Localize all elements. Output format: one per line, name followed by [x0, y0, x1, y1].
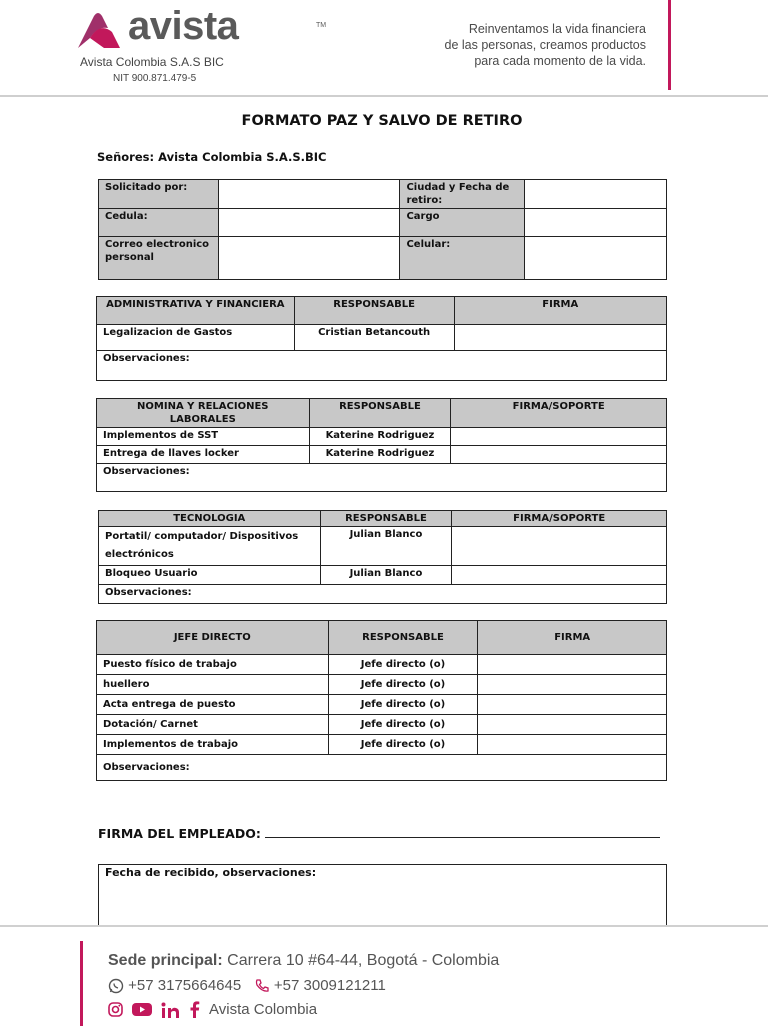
admin-table — [96, 296, 667, 381]
slogan — [445, 21, 647, 69]
admin-observaciones[interactable]: Observaciones: — [97, 351, 667, 381]
field-celular[interactable] — [525, 237, 667, 280]
tecnologia-table — [98, 510, 667, 604]
admin-header-firma: FIRMA — [454, 297, 667, 325]
nomina-item: Implementos de SST — [97, 428, 310, 446]
tecnologia-header-firma: FIRMA/SOPORTE — [452, 511, 667, 527]
nomina-firma-cell[interactable] — [451, 446, 667, 464]
jefe-item: Implementos de trabajo — [97, 735, 329, 755]
jefe-responsable: Jefe directo (o) — [328, 655, 478, 675]
label-ciudad-fecha: Ciudad y Fecha de retiro: — [400, 180, 525, 209]
accent-bar — [668, 0, 671, 90]
trademark: TM — [316, 22, 327, 29]
field-ciudad-fecha[interactable] — [525, 180, 667, 209]
label-correo: Correo electronico personal — [99, 237, 219, 280]
nomina-header-area: NOMINA Y RELACIONES LABORALES — [97, 399, 310, 428]
nit: NIT 900.871.479-5 — [113, 73, 197, 84]
slogan-line: Reinventamos la vida financiera — [468, 22, 646, 36]
accent-bar — [80, 941, 83, 1026]
received-label: Fecha de recibido, observaciones: — [105, 866, 317, 879]
tecnologia-responsable: Julian Blanco — [320, 527, 452, 566]
field-cedula[interactable] — [218, 209, 400, 237]
slogan-line: para cada momento de la vida. — [474, 54, 646, 68]
field-cargo[interactable] — [525, 209, 667, 237]
admin-header-area: ADMINISTRATIVA Y FINANCIERA — [97, 297, 295, 325]
slogan-line: de las personas, creamos productos — [444, 38, 646, 52]
nomina-header-firma: FIRMA/SOPORTE — [451, 399, 667, 428]
tecnologia-responsable: Julian Blanco — [320, 566, 452, 585]
label-cargo: Cargo — [400, 209, 525, 237]
info-table — [98, 179, 667, 280]
facebook-icon[interactable] — [190, 1001, 200, 1018]
letterhead — [0, 0, 768, 97]
field-solicitado[interactable] — [218, 180, 400, 209]
jefe-firma-cell[interactable] — [478, 715, 667, 735]
jefe-observaciones[interactable]: Observaciones: — [97, 755, 667, 781]
tecnologia-header-responsable: RESPONSABLE — [320, 511, 452, 527]
phone-2: +57 3009121211 — [273, 977, 386, 994]
tecnologia-firma-cell[interactable] — [452, 566, 667, 585]
admin-responsable: Cristian Betancouth — [294, 325, 454, 351]
jefe-responsable: Jefe directo (o) — [328, 695, 478, 715]
sede-address: Carrera 10 #64-44, Bogotá - Colombia — [227, 952, 500, 969]
label-celular: Celular: — [400, 237, 525, 280]
avista-logo — [78, 4, 327, 48]
footer — [0, 925, 768, 1026]
jefe-header-firma: FIRMA — [478, 621, 667, 655]
addressee: Señores: Avista Colombia S.A.S.BIC — [97, 150, 327, 164]
nomina-responsable: Katerine Rodriguez — [309, 446, 451, 464]
nomina-table — [96, 398, 667, 492]
jefe-item: Acta entrega de puesto — [97, 695, 329, 715]
jefe-header-area: JEFE DIRECTO — [97, 621, 329, 655]
social-line — [108, 1001, 317, 1018]
signature-line[interactable] — [265, 826, 660, 838]
nomina-responsable: Katerine Rodriguez — [309, 428, 451, 446]
linkedin-icon[interactable] — [161, 1002, 181, 1018]
whatsapp-icon — [108, 978, 124, 994]
nomina-observaciones[interactable]: Observaciones: — [97, 464, 667, 492]
nomina-header-responsable: RESPONSABLE — [309, 399, 451, 428]
received-box[interactable] — [98, 864, 667, 926]
signature-label: FIRMA DEL EMPLEADO: — [98, 826, 261, 841]
instagram-icon[interactable] — [108, 1002, 123, 1017]
sede-label: Sede principal: — [108, 952, 223, 969]
tecnologia-observaciones[interactable]: Observaciones: — [99, 585, 667, 604]
sede-line — [108, 952, 499, 970]
jefe-responsable: Jefe directo (o) — [328, 675, 478, 695]
company-name: Avista Colombia S.A.S BIC — [80, 55, 224, 69]
tecnologia-item: Bloqueo Usuario — [99, 566, 321, 585]
jefe-firma-cell[interactable] — [478, 695, 667, 715]
jefe-header-responsable: RESPONSABLE — [328, 621, 478, 655]
avista-logo-icon — [78, 12, 124, 50]
tecnologia-item: Portatil/ computador/ Dispositivos electrónicos — [99, 527, 321, 566]
admin-item: Legalizacion de Gastos — [97, 325, 295, 351]
phone-icon — [254, 978, 270, 994]
social-name: Avista Colombia — [209, 1001, 318, 1018]
admin-header-responsable: RESPONSABLE — [294, 297, 454, 325]
jefe-item: huellero — [97, 675, 329, 695]
jefe-item: Dotación/ Carnet — [97, 715, 329, 735]
label-cedula: Cedula: — [99, 209, 219, 237]
phones-line — [108, 977, 386, 994]
jefe-item: Puesto físico de trabajo — [97, 655, 329, 675]
nomina-firma-cell[interactable] — [451, 428, 667, 446]
employee-signature — [98, 826, 660, 841]
brand-name: avista — [128, 4, 239, 48]
tecnologia-firma-cell[interactable] — [452, 527, 667, 566]
phone-1: +57 3175664645 — [128, 977, 242, 994]
jefe-firma-cell[interactable] — [478, 675, 667, 695]
tecnologia-header-area: TECNOLOGIA — [99, 511, 321, 527]
jefe-firma-cell[interactable] — [478, 655, 667, 675]
field-correo[interactable] — [218, 237, 400, 280]
youtube-icon[interactable] — [132, 1002, 152, 1017]
jefe-responsable: Jefe directo (o) — [328, 735, 478, 755]
jefe-table — [96, 620, 667, 781]
label-solicitado: Solicitado por: — [99, 180, 219, 209]
jefe-firma-cell[interactable] — [478, 735, 667, 755]
jefe-responsable: Jefe directo (o) — [328, 715, 478, 735]
nomina-item: Entrega de llaves locker — [97, 446, 310, 464]
page-title: FORMATO PAZ Y SALVO DE RETIRO — [241, 113, 523, 129]
admin-firma-cell[interactable] — [454, 325, 667, 351]
